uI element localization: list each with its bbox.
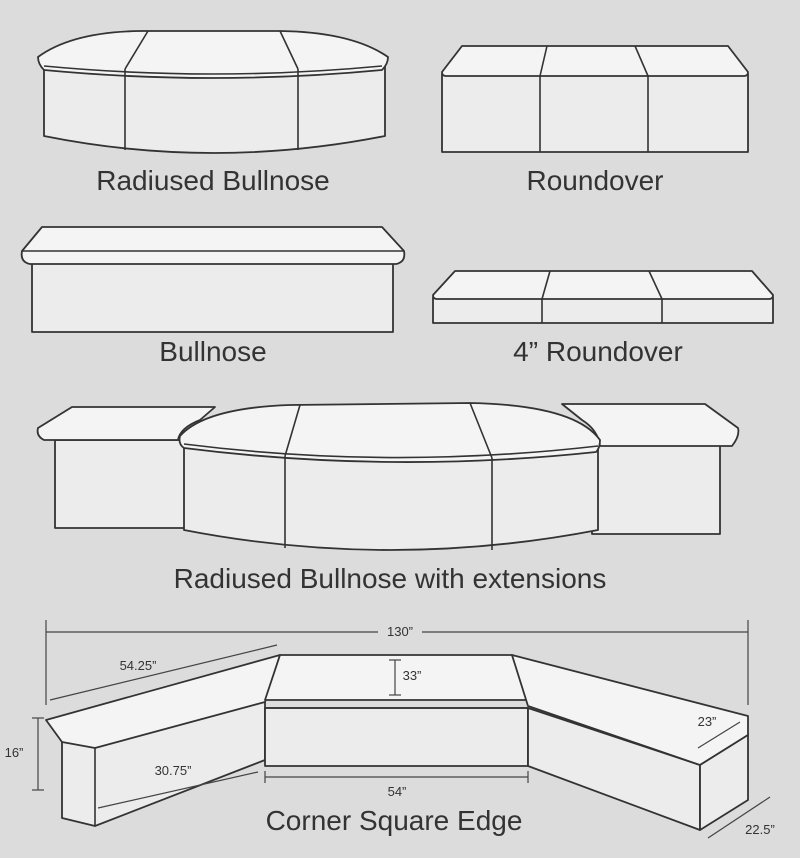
roundover-illustration: [442, 46, 748, 152]
radiused-extensions-illustration: [38, 403, 739, 550]
caption-corner-square-edge: Corner Square Edge: [265, 805, 523, 836]
caption-roundover-4: 4” Roundover: [513, 336, 683, 367]
bullnose-illustration: [22, 227, 405, 332]
caption-radiused-bullnose: Radiused Bullnose: [96, 165, 330, 196]
radiused-bullnose-illustration: [38, 31, 388, 153]
radiused-bullnose-top: [38, 31, 388, 78]
corner-center-top: [265, 655, 528, 700]
bullnose-top: [22, 227, 405, 264]
caption-radiused-extensions: Radiused Bullnose with extensions: [173, 563, 607, 594]
dim-left-inner: 30.75”: [154, 763, 192, 778]
bullnose-front: [32, 262, 393, 332]
left-extension-front: [55, 440, 185, 528]
roundover-4-top: [433, 271, 773, 299]
corner-center-front: [265, 708, 528, 766]
roundover-4-front: [433, 297, 773, 323]
roundover-4-illustration: [433, 271, 773, 323]
dim-center-width: 54”: [387, 784, 407, 799]
caption-bullnose: Bullnose: [159, 336, 267, 367]
dim-right-depth: 23”: [697, 714, 717, 729]
right-extension-front: [592, 440, 720, 534]
dim-height: 16”: [4, 745, 24, 760]
dim-right-side: 22.5”: [745, 822, 775, 837]
dim-overall-width: 130”: [386, 624, 414, 639]
radiused-bullnose-front: [44, 66, 385, 153]
caption-roundover: Roundover: [526, 165, 664, 196]
roundover-front: [442, 74, 748, 152]
dim-center-depth: 33”: [402, 668, 422, 683]
roundover-top: [442, 46, 748, 76]
corner-square-edge-illustration: [46, 655, 748, 830]
radiused-center-top: [180, 403, 601, 462]
dim-left-run: 54.25”: [119, 658, 157, 673]
